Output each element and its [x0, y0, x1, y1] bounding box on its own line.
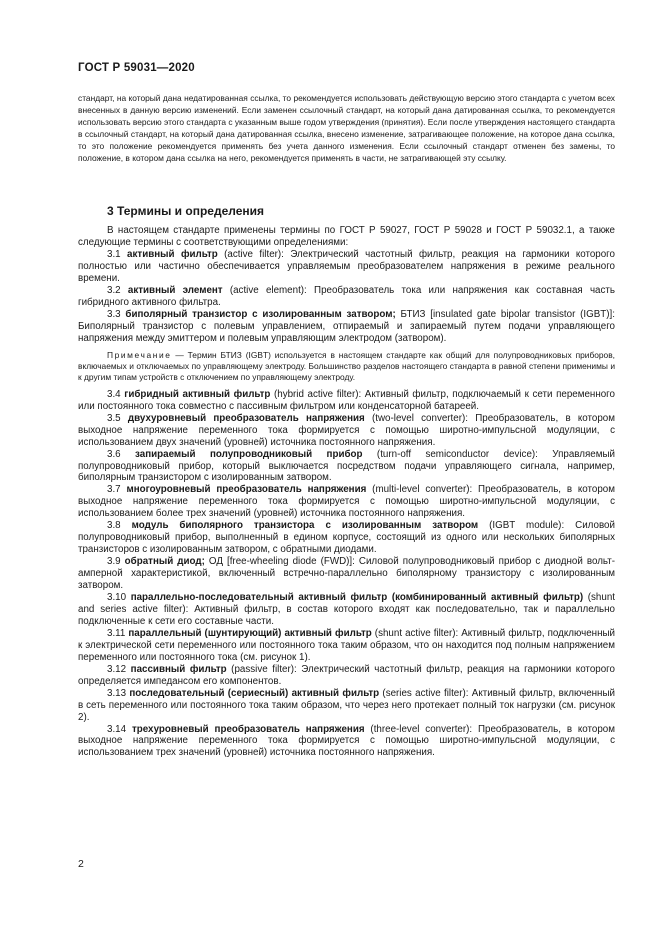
term-name: последовательный (сериесный) активный фильтр	[129, 687, 380, 699]
term-definition: (shunt and series active filter): Активный фильтр, в состав которого входят как последовательно, так и параллельно подключенные к сети его составные части.	[78, 592, 615, 627]
section-body	[78, 225, 615, 759]
term-name: трехуровневый преобразователь напряжения	[131, 723, 365, 735]
term-number: 3.12	[107, 663, 127, 675]
term-definition: (IGBT module): Силовой полупроводниковый прибор, выполненный в едином корпусе, состоящий из одного или нескольких биполярных транзисторов с изолированным затвором, с обратными диодами.	[78, 520, 615, 556]
section-title: 3 Термины и определения	[107, 204, 265, 218]
term-name: пассивный фильтр	[130, 663, 227, 675]
note-paragraph	[78, 350, 615, 383]
term-3-7	[78, 484, 615, 520]
term-name: обратный диод;	[124, 556, 205, 568]
term-definition: (three-level converter): Преобразователь, в котором выходное напряжение переменного тока формируется с помощью широтно-импульсной модуляции, с использованием трех значений (уровней) источника постоянного напряжения.	[78, 723, 615, 759]
page-number: 2	[78, 858, 84, 870]
term-number: 3.2	[107, 284, 121, 296]
term-definition: (passive filter): Электрический частотный фильтр, реакция на гармоники которого определяется импедансом его компонентов.	[78, 663, 615, 687]
term-number: 3.6	[107, 448, 121, 460]
term-definition: (turn-off semiconductor device): Управляемый полупроводниковый прибор, который выключается посредством подачи управляющего сигнала, например, биполярным транзистором с изолированным затвором.	[78, 448, 615, 484]
term-name: двухуровневый преобразователь напряжения	[127, 412, 365, 424]
intro-paragraph: В настоящем стандарте применены термины по ГОСТ Р 59027, ГОСТ Р 59028 и ГОСТ Р 59032.1, а также следующие термины с соответствующими определениями:	[78, 225, 615, 248]
term-3-11	[78, 628, 615, 664]
term-definition: БТИЗ [insulated gate bipolar transistor (IGBT)]: Биполярный транзистор с полевым управлением, отпираемый и запираемый путем подачи управляющего напряжения между эмиттером и полевым управляющим электродом (затвором).	[78, 308, 615, 344]
term-3-6	[78, 449, 615, 485]
term-3-5	[78, 413, 615, 449]
term-definition: (active element): Преобразователь тока или напряжения как составная часть гибридного активного фильтра.	[78, 284, 615, 308]
term-number: 3.14	[107, 723, 127, 735]
term-3-8	[78, 520, 615, 556]
term-number: 3.1	[107, 248, 121, 260]
term-3-13	[78, 688, 615, 724]
term-number: 3.13	[107, 687, 127, 699]
term-definition: (hybrid active filter): Активный фильтр, подключаемый к сети переменного или постоянного тока совместно с пассивным фильтром или конденсаторной батареей.	[78, 388, 615, 412]
term-name: многоуровневый преобразователь напряжения	[126, 484, 367, 496]
term-definition: ОД [free-wheeling diode (FWD)]: Силовой полупроводниковый прибор с диодной вольт-амперной характеристикой, включенный встречно-параллельно биполярному транзистору с изолированным затвором.	[78, 556, 615, 592]
term-3-2	[78, 285, 615, 309]
term-definition: (multi-level converter): Преобразователь, в котором выходное напряжение переменного тока формируется с помощью широтно-импульсной модуляции, с использованием более трех значений (уровней) источника постоянного напряжения.	[78, 484, 615, 520]
term-definition: (series active filter): Активный фильтр, включенный в сеть переменного или постоянного тока таким образом, что через него протекает полный ток нагрузки (см. рисунок 2).	[78, 687, 615, 723]
term-number: 3.4	[107, 388, 121, 400]
term-number: 3.10	[107, 592, 127, 604]
standard-header: ГОСТ Р 59031—2020	[78, 62, 195, 74]
term-name: активный фильтр	[127, 248, 218, 260]
term-number: 3.8	[107, 520, 121, 532]
term-definition: (shunt active filter): Активный фильтр, подключенный к электрической сети переменного или постоянного тока таким образом, что он находится под полным напряжением переменного или постоянного тока (см. рисунок 1).	[78, 627, 615, 663]
references-paragraph: стандарт, на который дана недатированная ссылка, то рекомендуется использовать действующую версию этого стандарта с учетом всех внесенных в данную версию изменений. Если заменен ссылочный стандарт, на который дана датированная ссылка, то рекомендуется использовать версию этого стандарта с указанным выше годом утверждения (принятия). Если после утверждения настоящего стандарта в ссылочный стандарт, на который дана датированная ссылка, внесено изменение, затрагивающее положение, на которое дана ссылка, то это положение рекомендуется применять без учета данного изменения. Если ссылочный стандарт отменен без замены, то положение, в котором дана ссылка на него, рекомендуется применять в части, не затрагивающей эту ссылку.	[78, 93, 615, 163]
term-name: активный элемент	[127, 284, 223, 296]
term-name: параллельный (шунтирующий) активный фильтр	[128, 627, 372, 639]
term-number: 3.7	[107, 484, 121, 496]
term-3-10	[78, 592, 615, 628]
term-definition: (two-level converter): Преобразователь, в котором выходное напряжение переменного тока формируется с помощью широтно-импульсной модуляции, с использованием двух значений (уровней) источника постоянного напряжения.	[78, 412, 615, 448]
term-3-1	[78, 249, 615, 285]
term-number: 3.5	[107, 412, 121, 424]
term-name: параллельно-последовательный активный фильтр (комбинированный активный фильтр)	[130, 592, 584, 604]
term-name: модуль биполярного транзистора с изолированным затвором	[131, 520, 479, 532]
term-number: 3.11	[107, 627, 126, 639]
term-name: биполярный транзистор с изолированным затвором;	[125, 308, 396, 320]
term-name: запираемый полупроводниковый прибор	[135, 448, 363, 460]
term-number: 3.3	[107, 308, 121, 320]
term-3-3	[78, 309, 615, 345]
note-text: — Термин БТИЗ (IGBT) используется в настоящем стандарте как общий для полупроводниковых приборов, включаемых и отключаемых по управляющему электроду. Большинство разделов настоящего стандарта в равной степени применимы и к другим типам устройств с отключением по управляющему электроду.	[78, 349, 615, 382]
term-3-12	[78, 664, 615, 688]
note-label: Примечание	[107, 349, 172, 360]
term-3-14	[78, 724, 615, 760]
term-name: гибридный активный фильтр	[124, 388, 271, 400]
term-3-9	[78, 556, 615, 592]
term-number: 3.9	[107, 556, 121, 568]
term-definition: (active filter): Электрический частотный фильтр, реакция на гармоники которого полностью или частично обеспечивается управляемым преобразователем напряжения в режиме реального времени.	[78, 248, 615, 284]
term-3-4	[78, 389, 615, 413]
